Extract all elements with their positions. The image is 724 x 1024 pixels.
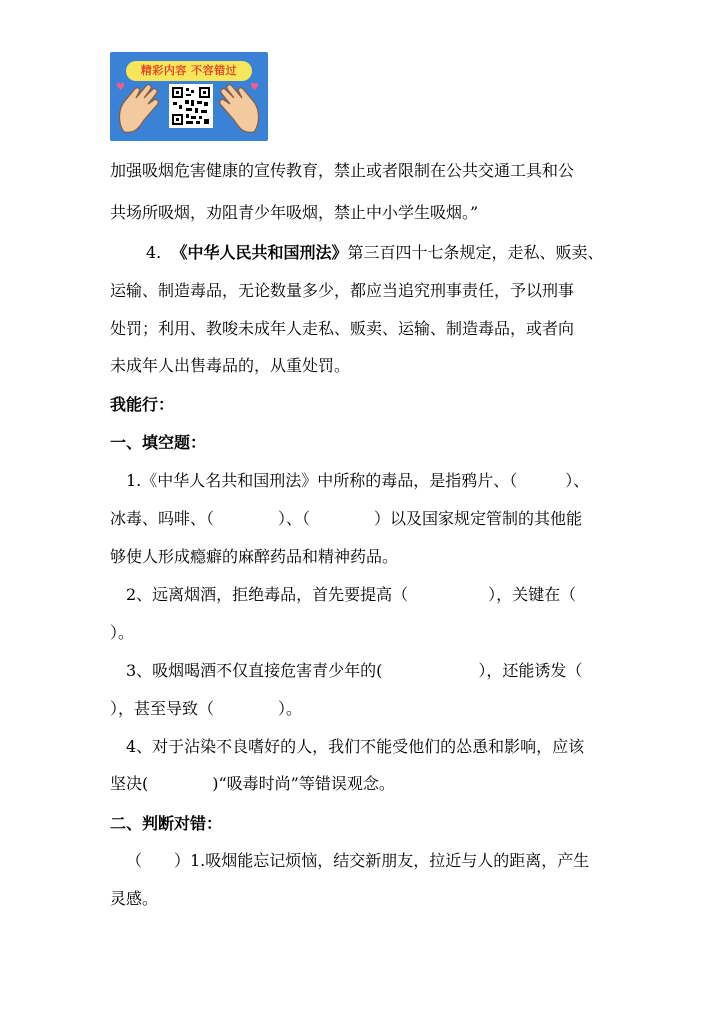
- question-line: ），甚至导致（ ）。: [110, 699, 303, 718]
- paragraph-text: 第三百四十七条规定，走私、贩卖、: [347, 243, 604, 262]
- promo-banner: [110, 52, 268, 141]
- paragraph-line: 加强吸烟危害健康的宣传教育，禁止或者限制在公共交通工具和公: [110, 161, 575, 180]
- question-line: 够使人形成瘾癖的麻醉药品和精神药品。: [110, 547, 399, 566]
- question-line: 灵感。: [110, 889, 159, 908]
- section-heading: 二、判断对错：: [110, 814, 223, 833]
- banner-title: 精彩内容 不容错过: [126, 61, 252, 81]
- heart-icon: ♥: [116, 82, 125, 93]
- law-title: 《中华人民共和国刑法》: [171, 243, 348, 262]
- heart-icon: ♥: [250, 82, 259, 93]
- question-line: 坚决( )“吸毒时尚”等错误观念。: [110, 774, 395, 793]
- paragraph-line: [146, 241, 620, 265]
- question-line: 2、远离烟酒，拒绝毒品，首先要提高（ ），关键在（: [126, 585, 577, 604]
- paragraph-line: 未成年人出售毒品的，从重处罚。: [110, 356, 351, 375]
- list-number: 4.: [146, 243, 162, 262]
- question-line: （ ）1.吸烟能忘记烦恼，结交新朋友，拉近与人的距离，产生: [126, 851, 590, 870]
- paragraph-line: 共场所吸烟，劝阻青少年吸烟，禁止中小学生吸烟。”: [110, 203, 479, 222]
- clapping-hand-icon: [114, 80, 166, 138]
- clapping-hand-icon: [212, 80, 264, 138]
- paragraph-line: 运输、制造毒品，无论数量多少，都应当追究刑事责任，予以刑事: [110, 281, 575, 300]
- question-line: 1.《中华人名共和国刑法》中所称的毒品，是指鸦片、（ ）、: [126, 471, 590, 490]
- question-line: 3、吸烟喝酒不仅直接危害青少年的( ），还能诱发（: [126, 661, 583, 680]
- paragraph-line: 处罚；利用、教唆未成年人走私、贩卖、运输、制造毒品，或者向: [110, 319, 575, 338]
- question-line: 冰毒、吗啡、（ ）、（ ）以及国家规定管制的其他能: [110, 509, 583, 528]
- question-line: 4、对于沾染不良嗜好的人，我们不能受他们的怂恿和影响，应该: [126, 737, 585, 756]
- section-heading: 我能行：: [110, 395, 175, 414]
- qr-code-icon: [169, 84, 213, 128]
- question-line: ）。: [110, 623, 135, 642]
- section-heading: 一、填空题：: [110, 433, 207, 452]
